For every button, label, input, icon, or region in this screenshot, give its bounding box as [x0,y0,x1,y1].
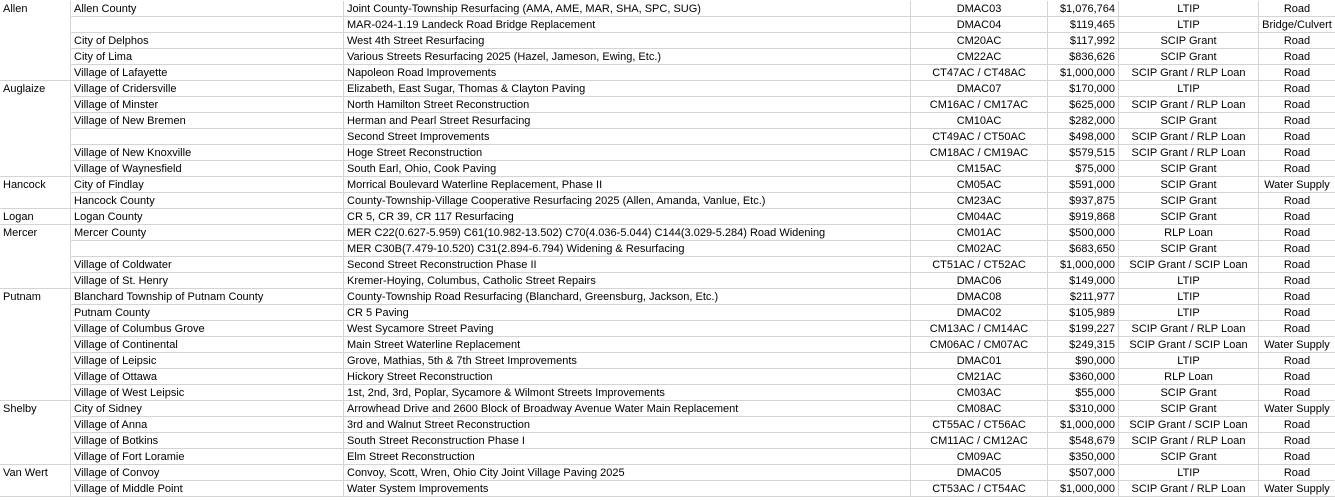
funding-cell[interactable]: SCIP Grant / RLP Loan [1119,481,1259,497]
project-cell[interactable]: Napoleon Road Improvements [344,65,911,81]
funding-cell[interactable]: SCIP Grant / RLP Loan [1119,433,1259,449]
type-cell[interactable]: Road [1259,113,1335,129]
entity-cell[interactable]: Village of Coldwater [71,257,344,273]
type-cell[interactable]: Water Supply [1259,177,1335,193]
code-cell[interactable]: CM11AC / CM12AC [911,433,1048,449]
type-cell[interactable]: Road [1259,449,1335,465]
entity-cell[interactable]: Allen County [71,1,344,17]
code-cell[interactable]: CM06AC / CM07AC [911,337,1048,353]
amount-cell[interactable]: $310,000 [1048,401,1119,417]
table-row [0,465,1335,481]
entity-cell[interactable]: Hancock County [71,193,344,209]
region-cell[interactable]: Hancock [0,177,71,193]
table-row [0,129,1335,145]
entity-cell[interactable]: Village of Convoy [71,465,344,481]
amount-cell[interactable]: $625,000 [1048,97,1119,113]
table-row [0,209,1335,225]
code-cell[interactable]: CM21AC [911,369,1048,385]
region-cell[interactable] [0,417,71,433]
amount-cell[interactable]: $350,000 [1048,449,1119,465]
project-cell[interactable]: Convoy, Scott, Wren, Ohio City Joint Village Paving 2025 [344,465,911,481]
amount-cell[interactable]: $119,465 [1048,17,1119,33]
type-cell[interactable]: Road [1259,257,1335,273]
entity-cell[interactable]: City of Delphos [71,33,344,49]
funding-cell[interactable]: LTIP [1119,273,1259,289]
funding-cell[interactable]: RLP Loan [1119,369,1259,385]
table-row [0,289,1335,305]
funding-cell[interactable]: LTIP [1119,17,1259,33]
funding-cell[interactable]: SCIP Grant [1119,113,1259,129]
project-cell[interactable]: Water System Improvements [344,481,911,497]
funding-cell[interactable]: SCIP Grant [1119,209,1259,225]
code-cell[interactable]: CM22AC [911,49,1048,65]
project-cell[interactable]: Hickory Street Reconstruction [344,369,911,385]
table-row [0,337,1335,353]
table-row [0,17,1335,33]
project-cell[interactable]: North Hamilton Street Reconstruction [344,97,911,113]
funding-cell[interactable]: SCIP Grant / RLP Loan [1119,145,1259,161]
code-cell[interactable]: DMAC01 [911,353,1048,369]
region-cell[interactable] [0,305,71,321]
project-cell[interactable]: Hoge Street Reconstruction [344,145,911,161]
region-cell[interactable] [0,241,71,257]
code-cell[interactable]: CM03AC [911,385,1048,401]
code-cell[interactable]: CM04AC [911,209,1048,225]
type-cell[interactable]: Road [1259,49,1335,65]
funding-cell[interactable]: SCIP Grant / SCIP Loan [1119,257,1259,273]
project-cell[interactable]: South Street Reconstruction Phase I [344,433,911,449]
entity-cell[interactable]: Village of Lafayette [71,65,344,81]
type-cell[interactable]: Road [1259,433,1335,449]
table-row [0,257,1335,273]
region-cell[interactable]: Auglaize [0,81,71,97]
amount-cell[interactable]: $117,992 [1048,33,1119,49]
region-cell[interactable] [0,257,71,273]
amount-cell[interactable]: $937,875 [1048,193,1119,209]
region-cell[interactable]: Van Wert [0,465,71,481]
funding-cell[interactable]: SCIP Grant [1119,49,1259,65]
entity-cell[interactable]: Village of Middle Point [71,481,344,497]
code-cell[interactable]: CM15AC [911,161,1048,177]
table-row [0,65,1335,81]
type-cell[interactable]: Road [1259,305,1335,321]
type-cell[interactable]: Road [1259,369,1335,385]
code-cell[interactable]: DMAC02 [911,305,1048,321]
amount-cell[interactable]: $1,000,000 [1048,257,1119,273]
amount-cell[interactable]: $75,000 [1048,161,1119,177]
code-cell[interactable]: CT47AC / CT48AC [911,65,1048,81]
type-cell[interactable]: Road [1259,241,1335,257]
entity-cell[interactable]: City of Findlay [71,177,344,193]
region-cell[interactable] [0,449,71,465]
table-row [0,193,1335,209]
amount-cell[interactable]: $105,989 [1048,305,1119,321]
table-row [0,49,1335,65]
region-cell[interactable] [0,161,71,177]
funding-cell[interactable]: SCIP Grant / SCIP Loan [1119,417,1259,433]
project-cell[interactable]: Second Street Improvements [344,129,911,145]
entity-cell[interactable]: Village of Ottawa [71,369,344,385]
type-cell[interactable]: Road [1259,209,1335,225]
entity-cell[interactable]: Village of West Leipsic [71,385,344,401]
table-row [0,33,1335,49]
funding-cell[interactable]: SCIP Grant [1119,33,1259,49]
amount-cell[interactable]: $282,000 [1048,113,1119,129]
project-cell[interactable]: Kremer-Hoying, Columbus, Catholic Street Repairs [344,273,911,289]
project-cell[interactable]: Herman and Pearl Street Resurfacing [344,113,911,129]
project-cell[interactable]: West 4th Street Resurfacing [344,33,911,49]
code-cell[interactable]: CT53AC / CT54AC [911,481,1048,497]
funding-cell[interactable]: SCIP Grant / SCIP Loan [1119,337,1259,353]
amount-cell[interactable]: $55,000 [1048,385,1119,401]
funding-cell[interactable]: LTIP [1119,289,1259,305]
entity-cell[interactable]: Village of Botkins [71,433,344,449]
type-cell[interactable]: Road [1259,353,1335,369]
funding-cell[interactable]: SCIP Grant [1119,385,1259,401]
project-cell[interactable]: County-Township-Village Cooperative Resurfacing 2025 (Allen, Amanda, Vanlue, Etc.) [344,193,911,209]
project-cell[interactable]: MER C22(0.627-5.959) C61(10.982-13.502) C70(4.036-5.044) C144(3.029-5.284) Road Widening [344,225,911,241]
table-row [0,81,1335,97]
project-cell[interactable]: Grove, Mathias, 5th & 7th Street Improvements [344,353,911,369]
table-row [0,353,1335,369]
table-row [0,305,1335,321]
entity-cell[interactable]: Village of Anna [71,417,344,433]
code-cell[interactable]: CM02AC [911,241,1048,257]
region-cell[interactable] [0,353,71,369]
funding-cell[interactable]: SCIP Grant [1119,241,1259,257]
code-cell[interactable]: DMAC06 [911,273,1048,289]
entity-cell[interactable] [71,241,344,257]
code-cell[interactable]: CM10AC [911,113,1048,129]
amount-cell[interactable]: $249,315 [1048,337,1119,353]
entity-cell[interactable]: Village of Leipsic [71,353,344,369]
entity-cell[interactable]: Village of Columbus Grove [71,321,344,337]
table-row [0,145,1335,161]
region-cell[interactable] [0,145,71,161]
project-cell[interactable]: Elizabeth, East Sugar, Thomas & Clayton Paving [344,81,911,97]
entity-cell[interactable]: Village of New Bremen [71,113,344,129]
code-cell[interactable]: CT51AC / CT52AC [911,257,1048,273]
entity-cell[interactable]: City of Lima [71,49,344,65]
code-cell[interactable]: CM01AC [911,225,1048,241]
funding-cell[interactable]: SCIP Grant / RLP Loan [1119,321,1259,337]
project-cell[interactable]: 1st, 2nd, 3rd, Poplar, Sycamore & Wilmont Streets Improvements [344,385,911,401]
type-cell[interactable]: Road [1259,385,1335,401]
entity-cell[interactable]: Village of Waynesfield [71,161,344,177]
funding-cell[interactable]: SCIP Grant / RLP Loan [1119,97,1259,113]
project-cell[interactable]: MER C30B(7.479-10.520) C31(2.894-6.794) Widening & Resurfacing [344,241,911,257]
table-row [0,241,1335,257]
project-cell[interactable]: County-Township Road Resurfacing (Blanchard, Greensburg, Jackson, Etc.) [344,289,911,305]
type-cell[interactable]: Road [1259,1,1335,17]
amount-cell[interactable]: $211,977 [1048,289,1119,305]
project-cell[interactable]: CR 5 Paving [344,305,911,321]
region-cell[interactable] [0,49,71,65]
entity-cell[interactable]: Village of St. Henry [71,273,344,289]
funding-cell[interactable]: SCIP Grant [1119,193,1259,209]
region-cell[interactable] [0,97,71,113]
code-cell[interactable]: CM16AC / CM17AC [911,97,1048,113]
type-cell[interactable]: Road [1259,129,1335,145]
region-cell[interactable] [0,321,71,337]
amount-cell[interactable]: $1,000,000 [1048,481,1119,497]
code-cell[interactable]: CT49AC / CT50AC [911,129,1048,145]
region-cell[interactable]: Logan [0,209,71,225]
type-cell[interactable]: Road [1259,65,1335,81]
entity-cell[interactable]: City of Sidney [71,401,344,417]
table-row [0,481,1335,497]
table-row [0,401,1335,417]
project-cell[interactable]: CR 5, CR 39, CR 117 Resurfacing [344,209,911,225]
table-row [0,321,1335,337]
project-cell[interactable]: Elm Street Reconstruction [344,449,911,465]
type-cell[interactable]: Road [1259,289,1335,305]
type-cell[interactable]: Road [1259,145,1335,161]
amount-cell[interactable]: $548,679 [1048,433,1119,449]
region-cell[interactable] [0,433,71,449]
project-cell[interactable]: Various Streets Resurfacing 2025 (Hazel, Jameson, Ewing, Etc.) [344,49,911,65]
type-cell[interactable]: Road [1259,97,1335,113]
amount-cell[interactable]: $1,076,764 [1048,1,1119,17]
amount-cell[interactable]: $919,868 [1048,209,1119,225]
entity-cell[interactable]: Village of Minster [71,97,344,113]
type-cell[interactable]: Water Supply [1259,481,1335,497]
amount-cell[interactable]: $1,000,000 [1048,65,1119,81]
funding-cell[interactable]: RLP Loan [1119,225,1259,241]
code-cell[interactable]: CM18AC / CM19AC [911,145,1048,161]
code-cell[interactable]: CT55AC / CT56AC [911,417,1048,433]
entity-cell[interactable]: Logan County [71,209,344,225]
entity-cell[interactable]: Village of Fort Loramie [71,449,344,465]
code-cell[interactable]: DMAC07 [911,81,1048,97]
table-row [0,433,1335,449]
table-row [0,1,1335,17]
amount-cell[interactable]: $683,650 [1048,241,1119,257]
table-row [0,449,1335,465]
type-cell[interactable]: Road [1259,81,1335,97]
code-cell[interactable]: DMAC05 [911,465,1048,481]
entity-cell[interactable]: Village of Continental [71,337,344,353]
table-row [0,369,1335,385]
amount-cell[interactable]: $591,000 [1048,177,1119,193]
project-cell[interactable]: Morrical Boulevard Waterline Replacement, Phase II [344,177,911,193]
funding-cell[interactable]: LTIP [1119,305,1259,321]
type-cell[interactable]: Road [1259,321,1335,337]
code-cell[interactable]: DMAC04 [911,17,1048,33]
region-cell[interactable] [0,193,71,209]
type-cell[interactable]: Bridge/Culvert [1259,17,1335,33]
funding-cell[interactable]: LTIP [1119,1,1259,17]
funding-cell[interactable]: SCIP Grant [1119,161,1259,177]
entity-cell[interactable]: Village of New Knoxville [71,145,344,161]
region-cell[interactable]: Putnam [0,289,71,305]
region-cell[interactable] [0,385,71,401]
project-cell[interactable]: 3rd and Walnut Street Reconstruction [344,417,911,433]
entity-cell[interactable]: Mercer County [71,225,344,241]
code-cell[interactable]: CM09AC [911,449,1048,465]
amount-cell[interactable]: $579,515 [1048,145,1119,161]
entity-cell[interactable]: Blanchard Township of Putnam County [71,289,344,305]
funding-cell[interactable]: SCIP Grant [1119,177,1259,193]
amount-cell[interactable]: $1,000,000 [1048,417,1119,433]
type-cell[interactable]: Road [1259,273,1335,289]
type-cell[interactable]: Road [1259,33,1335,49]
amount-cell[interactable]: $836,626 [1048,49,1119,65]
project-cell[interactable]: Arrowhead Drive and 2600 Block of Broadway Avenue Water Main Replacement [344,401,911,417]
region-cell[interactable] [0,337,71,353]
region-cell[interactable] [0,481,71,497]
type-cell[interactable]: Road [1259,193,1335,209]
region-cell[interactable] [0,113,71,129]
funding-cell[interactable]: SCIP Grant [1119,401,1259,417]
funding-cell[interactable]: LTIP [1119,465,1259,481]
funding-cell[interactable]: SCIP Grant [1119,449,1259,465]
type-cell[interactable]: Water Supply [1259,401,1335,417]
table-row [0,273,1335,289]
code-cell[interactable]: CM23AC [911,193,1048,209]
region-cell[interactable] [0,65,71,81]
table-row [0,113,1335,129]
table-row [0,161,1335,177]
entity-cell[interactable] [71,17,344,33]
amount-cell[interactable]: $507,000 [1048,465,1119,481]
funding-cell[interactable]: SCIP Grant / RLP Loan [1119,129,1259,145]
code-cell[interactable]: DMAC08 [911,289,1048,305]
project-cell[interactable]: Main Street Waterline Replacement [344,337,911,353]
amount-cell[interactable]: $500,000 [1048,225,1119,241]
entity-cell[interactable]: Village of Cridersville [71,81,344,97]
region-cell[interactable] [0,369,71,385]
region-cell[interactable] [0,129,71,145]
table-row [0,177,1335,193]
project-cell[interactable]: MAR-024-1.19 Landeck Road Bridge Replacement [344,17,911,33]
table-row [0,225,1335,241]
amount-cell[interactable]: $170,000 [1048,81,1119,97]
project-cell[interactable]: South Earl, Ohio, Cook Paving [344,161,911,177]
region-cell[interactable] [0,17,71,33]
amount-cell[interactable]: $90,000 [1048,353,1119,369]
region-cell[interactable]: Allen [0,1,71,17]
type-cell[interactable]: Road [1259,417,1335,433]
code-cell[interactable]: DMAC03 [911,1,1048,17]
amount-cell[interactable]: $149,000 [1048,273,1119,289]
table-row [0,385,1335,401]
funding-cell[interactable]: LTIP [1119,81,1259,97]
code-cell[interactable]: CM08AC [911,401,1048,417]
entity-cell[interactable] [71,129,344,145]
type-cell[interactable]: Road [1259,225,1335,241]
region-cell[interactable]: Shelby [0,401,71,417]
funding-cell[interactable]: LTIP [1119,353,1259,369]
region-cell[interactable]: Mercer [0,225,71,241]
entity-cell[interactable]: Putnam County [71,305,344,321]
code-cell[interactable]: CM05AC [911,177,1048,193]
code-cell[interactable]: CM13AC / CM14AC [911,321,1048,337]
project-cell[interactable]: Second Street Reconstruction Phase II [344,257,911,273]
amount-cell[interactable]: $199,227 [1048,321,1119,337]
amount-cell[interactable]: $360,000 [1048,369,1119,385]
type-cell[interactable]: Road [1259,465,1335,481]
funding-cell[interactable]: SCIP Grant / RLP Loan [1119,65,1259,81]
project-cell[interactable]: West Sycamore Street Paving [344,321,911,337]
region-cell[interactable] [0,273,71,289]
project-cell[interactable]: Joint County-Township Resurfacing (AMA, AME, MAR, SHA, SPC, SUG) [344,1,911,17]
type-cell[interactable]: Road [1259,161,1335,177]
code-cell[interactable]: CM20AC [911,33,1048,49]
region-cell[interactable] [0,33,71,49]
amount-cell[interactable]: $498,000 [1048,129,1119,145]
type-cell[interactable]: Water Supply [1259,337,1335,353]
table-row [0,97,1335,113]
table-row [0,417,1335,433]
